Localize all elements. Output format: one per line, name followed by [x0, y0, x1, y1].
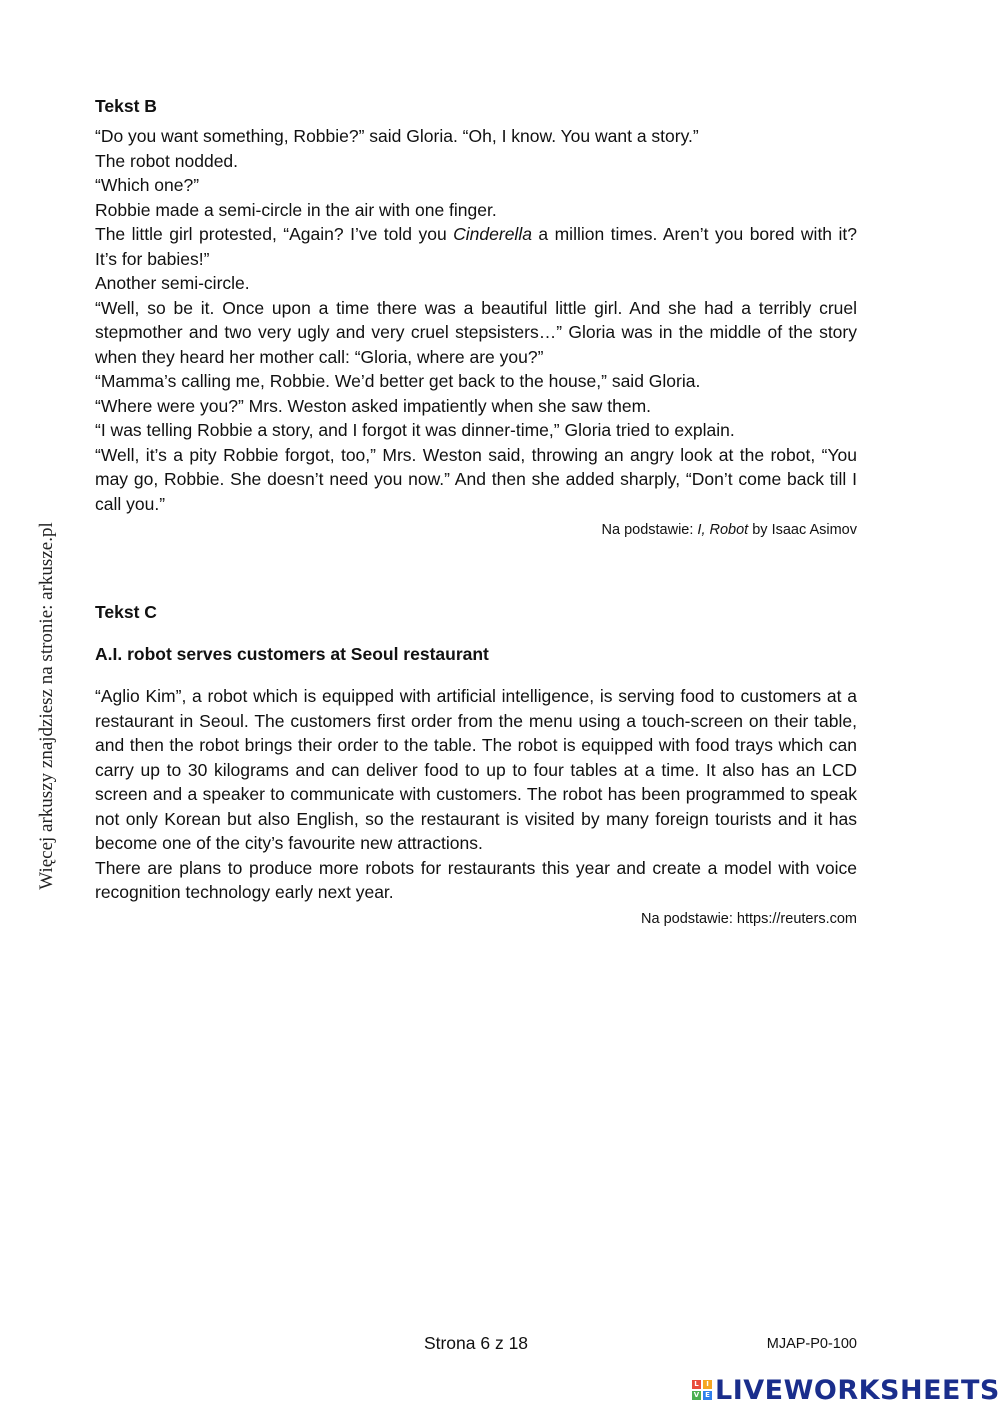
protest-before: The little girl protested, “Again? I’ve told you: [95, 224, 454, 244]
text-c-section: [95, 600, 857, 929]
text-b-section: [95, 94, 857, 540]
page-number: Strona 6 z 18: [423, 1333, 529, 1353]
text-c-title: A.I. robot serves customers at Seoul restaurant: [95, 644, 489, 664]
text-b-line: “Well, it’s a pity Robbie forgot, too,” Mrs. Weston said, throwing an angry look at the robot, “You may go, Robbie. She doesn’t need you now.” And then she added sharply, “Don’t come back till I call you.”: [95, 444, 857, 514]
brand-name: LIVEWORKSHEETS: [715, 1374, 1000, 1406]
text-c-heading: Tekst C: [95, 602, 157, 622]
source-prefix: Na podstawie:: [601, 522, 698, 538]
text-b-line: “Well, so be it. Once upon a time there was a beautiful little girl. And she had a terribly cruel stepmother and two very ugly and very cruel stepsisters…” Gloria was in the middle of the story when they heard her mother call: “Gloria, where are you?”: [95, 297, 857, 367]
logo-tile: L: [692, 1380, 701, 1389]
text-b-line: Robbie made a semi-circle in the air with one finger.: [95, 199, 497, 220]
logo-tile: I: [703, 1380, 712, 1389]
text-b-line: “Mamma’s calling me, Robbie. We’d better get back to the house,” said Gloria.: [95, 371, 701, 391]
text-c-paragraph: “Aglio Kim”, a robot which is equipped with artificial intelligence, is serving food to customers at a restaurant in Seoul. The customers first order from the menu using a touch-screen on their table, and then the robot brings their order to the table. The robot is equipped with food trays which can carry up to 30 kilograms and can deliver food to up to four tables at a time. It also has an LCD screen and a speaker to communicate with customers. The robot has been programmed to speak not only Korean but also English, so the restaurant is visited by many foreign tourists and it has become one of the city’s favourite new attractions.: [95, 686, 857, 853]
text-b-heading: Tekst B: [95, 96, 157, 116]
text-c-source: Na podstawie: https://reuters.com: [641, 910, 857, 927]
text-b-line: “Do you want something, Robbie?” said Gloria. “Oh, I know. You want a story.”: [95, 126, 699, 146]
logo-tile: E: [703, 1391, 712, 1400]
text-c-paragraph: There are plans to produce more robots for restaurants this year and create a model with voice recognition technology early next year.: [95, 857, 857, 902]
liveworksheets-icon: [692, 1380, 712, 1400]
protest-italic: Cinderella: [453, 224, 532, 244]
logo-tile: V: [693, 1391, 700, 1399]
source-title: I, Robot: [697, 522, 749, 538]
side-note: Więcej arkuszy znajdziesz na stronie: arkusze.pl: [36, 522, 57, 890]
exam-code: MJAP-P0-100: [766, 1336, 857, 1352]
text-b-protest: [95, 222, 857, 271]
text-b-source: [95, 520, 857, 540]
text-b-line: Another semi-circle.: [95, 273, 250, 293]
protest-after: a million times. Aren’t you bored with it? It’s for babies!”: [95, 224, 857, 269]
text-b-line: “I was telling Robbie a story, and I forgot it was dinner-time,” Gloria tried to explain.: [95, 420, 735, 440]
brand-logo-link[interactable]: [692, 1375, 1000, 1405]
text-b-line: “Where were you?” Mrs. Weston asked impatiently when she saw them.: [95, 395, 652, 416]
source-suffix: by Isaac Asimov: [748, 522, 857, 538]
text-b-line: The robot nodded.: [95, 150, 239, 171]
text-b-line: “Which one?”: [95, 175, 200, 195]
